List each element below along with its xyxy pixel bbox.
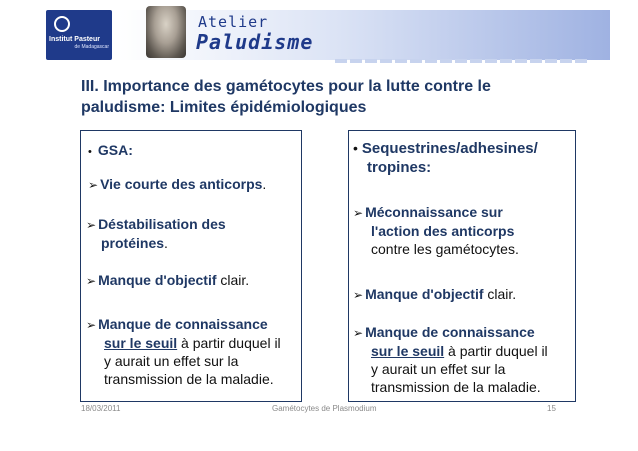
sequestrines-item-3: ➢ Manque de connaissance sur le seuil à partir duquel il y aurait un effet sur la transmission de la maladie. xyxy=(353,324,548,395)
banner-decoration xyxy=(335,50,605,56)
footer-title: Gamétocytes de Plasmodium xyxy=(272,404,377,413)
sequestrines-item-2: ➢ Manque d'objectif clair. xyxy=(353,286,517,302)
brand-paludisme: Paludisme xyxy=(196,30,314,54)
footer-date: 18/03/2011 xyxy=(81,404,121,413)
bullet-icon: • xyxy=(88,146,92,158)
arrow-bullet-icon: ➢ xyxy=(353,326,364,340)
gsa-heading: • GSA: xyxy=(88,142,133,158)
sequestrines-heading: • Sequestrines/adhesines/ tropines: xyxy=(353,140,538,176)
arrow-bullet-icon: ➢ xyxy=(88,178,99,192)
arrow-bullet-icon: ➢ xyxy=(353,288,364,302)
brand-atelier: Atelier xyxy=(198,13,269,31)
arrow-bullet-icon: ➢ xyxy=(353,206,364,220)
institut-pasteur-logo xyxy=(46,10,112,60)
sequestrines-item-1: ➢ Méconnaissance sur l'action des anticorps contre les gamétocytes. xyxy=(353,204,519,257)
sequestrines-box xyxy=(348,130,576,402)
gsa-box xyxy=(80,130,302,402)
gsa-item-3: ➢ Manque d'objectif clair. xyxy=(86,272,250,288)
gsa-item-1: ➢ Vie courte des anticorps. xyxy=(88,176,267,192)
bullet-icon: • xyxy=(353,140,358,156)
logo-line1: Institut Pasteur xyxy=(49,36,100,43)
gsa-item-2: ➢ Déstabilisation des protéines. xyxy=(86,216,226,251)
arrow-bullet-icon: ➢ xyxy=(86,274,97,288)
title-line2: paludisme: Limites épidémiologiques xyxy=(81,99,367,116)
gsa-item-4: ➢ Manque de connaissance sur le seuil à partir duquel il y aurait un effet sur la transmission de la maladie. xyxy=(86,316,281,387)
slide-title xyxy=(81,76,521,118)
logo-line2: de Madagascar xyxy=(74,44,109,50)
globe-icon xyxy=(54,16,70,32)
footer-page-number: 15 xyxy=(547,404,556,413)
header-banner xyxy=(0,0,638,70)
arrow-bullet-icon: ➢ xyxy=(86,318,97,332)
arrow-bullet-icon: ➢ xyxy=(86,218,97,232)
portrait-image xyxy=(146,6,186,58)
title-line1: III. Importance des gamétocytes pour la lutte contre le xyxy=(81,78,491,95)
